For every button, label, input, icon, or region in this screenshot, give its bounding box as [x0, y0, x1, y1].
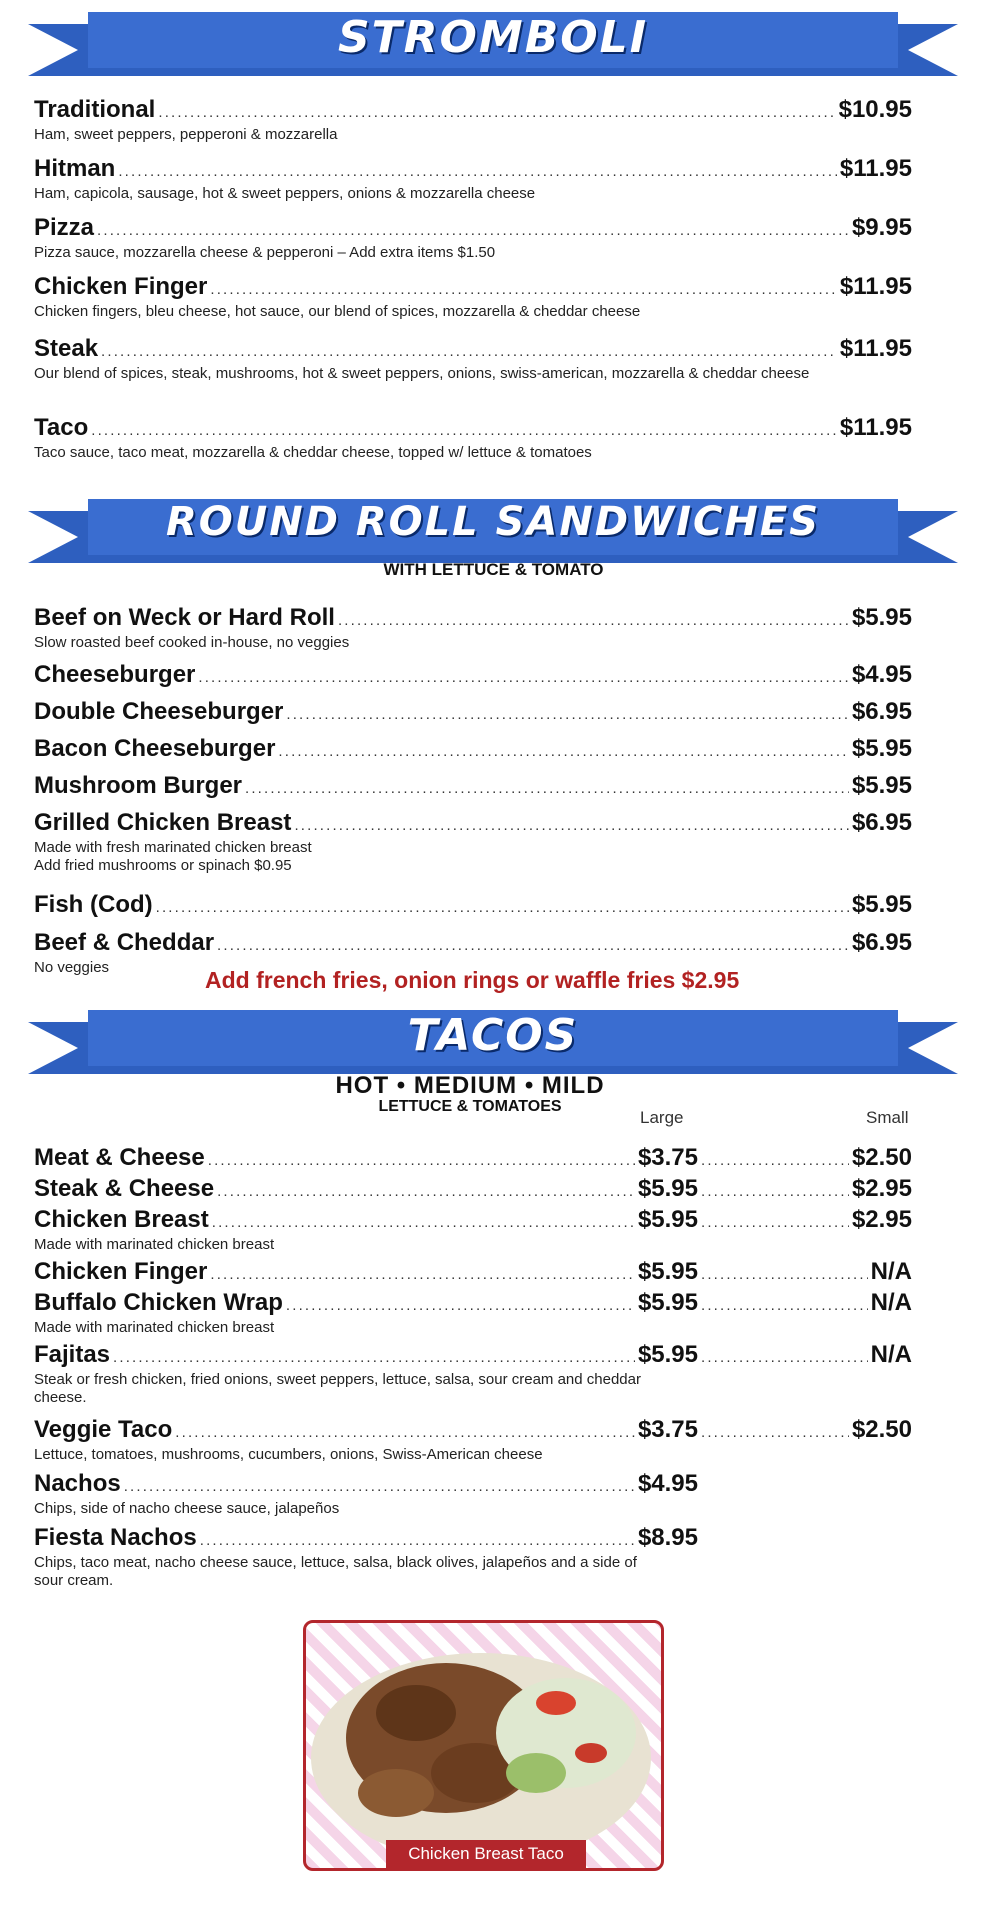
- menu-item: [34, 891, 912, 921]
- item-name: Grilled Chicken Breast: [34, 809, 292, 836]
- item-desc: Lettuce, tomatoes, mushrooms, cucumbers, onions, Swiss-American cheese: [34, 1446, 543, 1463]
- heat-levels: HOT • MEDIUM • MILD: [335, 1072, 605, 1099]
- item-price-small: $2.95: [851, 1175, 912, 1202]
- item-desc: Ham, capicola, sausage, hot & sweet peppers, onions & mozzarella cheese: [34, 185, 536, 202]
- item-desc: Made with fresh marinated chicken breast: [34, 839, 312, 856]
- item-price-large: $3.75: [637, 1416, 698, 1443]
- section-title: STROMBOLI: [337, 12, 649, 63]
- item-price-small: $2.50: [851, 1416, 912, 1443]
- item-desc: Chips, taco meat, nacho cheese sauce, lettuce, salsa, black olives, jalapeños and a side of sour cream.: [34, 1554, 637, 1589]
- menu-item: [34, 809, 912, 875]
- item-price-small: N/A: [870, 1341, 912, 1368]
- item-name: Hitman: [34, 155, 116, 182]
- menu-item: [34, 1206, 912, 1254]
- menu-item: [34, 273, 912, 321]
- item-desc: Taco sauce, taco meat, mozzarella & cheddar cheese, topped w/ lettuce & tomatoes: [34, 444, 592, 461]
- section-subtitle: WITH LETTUCE & TOMATO: [383, 560, 604, 579]
- section-subtitle: LETTUCE & TOMATOES: [378, 1098, 562, 1115]
- item-price: $4.95: [851, 661, 912, 688]
- item-name: Cheeseburger: [34, 661, 196, 688]
- menu-item: [34, 661, 912, 691]
- item-desc: Pizza sauce, mozzarella cheese & pepperoni – Add extra items $1.50: [34, 244, 496, 261]
- menu-item: [34, 1416, 912, 1464]
- item-name: Meat & Cheese: [34, 1144, 205, 1171]
- menu-item: [34, 1524, 912, 1590]
- item-price: $6.95: [851, 809, 912, 836]
- item-name: Bacon Cheeseburger: [34, 735, 276, 762]
- item-name: Steak: [34, 335, 99, 362]
- item-desc: Chips, side of nacho cheese sauce, jalapeños: [34, 1500, 340, 1517]
- item-desc: Steak or fresh chicken, fried onions, sweet peppers, lettuce, salsa, sour cream and cheddar cheese.: [34, 1371, 641, 1406]
- item-price: $5.95: [851, 604, 912, 631]
- item-price: $5.95: [851, 772, 912, 799]
- item-price-small: N/A: [870, 1289, 912, 1316]
- menu-item: [34, 1341, 912, 1407]
- item-name: Veggie Taco: [34, 1416, 173, 1443]
- menu-item: [34, 1289, 912, 1337]
- menu-item: [34, 735, 912, 765]
- photo-caption: Chicken Breast Taco: [386, 1840, 586, 1868]
- item-name: Fish (Cod): [34, 891, 153, 918]
- item-name: Beef on Weck or Hard Roll: [34, 604, 335, 631]
- menu-item: [34, 1258, 912, 1288]
- menu-item: [34, 698, 912, 728]
- item-price: $5.95: [851, 891, 912, 918]
- item-name: Chicken Finger: [34, 1258, 208, 1285]
- item-price: $11.95: [839, 155, 912, 182]
- item-price: $5.95: [851, 735, 912, 762]
- item-name: Beef & Cheddar: [34, 929, 215, 956]
- item-desc: Chicken fingers, bleu cheese, hot sauce, our blend of spices, mozzarella & cheddar cheese: [34, 303, 641, 320]
- item-price-large: $5.95: [637, 1341, 698, 1368]
- item-price-small: $2.50: [851, 1144, 912, 1171]
- menu-item: [34, 772, 912, 802]
- item-price-large: $5.95: [637, 1289, 698, 1316]
- section-title: ROUND ROLL SANDWICHES: [165, 499, 820, 545]
- item-desc: Made with marinated chicken breast: [34, 1236, 275, 1253]
- menu-item: [34, 414, 912, 462]
- item-desc: No veggies: [34, 959, 110, 976]
- item-name: Double Cheeseburger: [34, 698, 284, 725]
- item-desc: Made with marinated chicken breast: [34, 1319, 275, 1336]
- item-price: $6.95: [851, 929, 912, 956]
- item-name: Fajitas: [34, 1341, 111, 1368]
- item-name: Taco: [34, 414, 89, 441]
- item-name: Chicken Breast: [34, 1206, 209, 1233]
- menu-item: [34, 604, 912, 652]
- round-roll-banner: [28, 495, 958, 563]
- item-name: Traditional: [34, 96, 156, 123]
- tacos-banner: [28, 1006, 958, 1074]
- menu-item: [34, 1470, 912, 1518]
- item-name: Fiesta Nachos: [34, 1524, 197, 1551]
- item-price-small: N/A: [870, 1258, 912, 1285]
- menu-item: [34, 96, 912, 144]
- col-small-header: Small: [866, 1108, 909, 1127]
- item-price-large: $8.95: [637, 1524, 698, 1551]
- menu-item: [34, 1144, 912, 1174]
- item-desc: Add fried mushrooms or spinach $0.95: [34, 857, 292, 874]
- stromboli-banner: [28, 8, 958, 76]
- item-price: $11.95: [839, 335, 912, 362]
- item-price: $6.95: [851, 698, 912, 725]
- col-large-header: Large: [640, 1108, 684, 1127]
- item-desc: Slow roasted beef cooked in-house, no veggies: [34, 634, 350, 651]
- item-name: Mushroom Burger: [34, 772, 243, 799]
- item-desc: Our blend of spices, steak, mushrooms, hot & sweet peppers, onions, swiss-american, mozzarella & cheddar cheese: [34, 365, 810, 382]
- section-title: TACOS: [407, 1010, 579, 1061]
- item-name: Steak & Cheese: [34, 1175, 215, 1202]
- item-price: $11.95: [839, 273, 912, 300]
- menu-item: [34, 1175, 912, 1205]
- item-price: $9.95: [851, 214, 912, 241]
- menu-item: [34, 335, 912, 383]
- taco-photo: [303, 1620, 664, 1871]
- item-price-large: $5.95: [637, 1206, 698, 1233]
- item-price-large: $5.95: [637, 1175, 698, 1202]
- item-price-large: $3.75: [637, 1144, 698, 1171]
- item-price-large: $5.95: [637, 1258, 698, 1285]
- item-name: Pizza: [34, 214, 95, 241]
- item-price: $11.95: [839, 414, 912, 441]
- menu-item: [34, 214, 912, 262]
- item-name: Buffalo Chicken Wrap: [34, 1289, 283, 1316]
- item-price: $10.95: [838, 96, 912, 123]
- item-price-small: $2.95: [851, 1206, 912, 1233]
- menu-item: [34, 155, 912, 203]
- item-desc: Ham, sweet peppers, pepperoni & mozzarella: [34, 126, 338, 143]
- item-price-large: $4.95: [637, 1470, 698, 1497]
- item-name: Chicken Finger: [34, 273, 208, 300]
- item-name: Nachos: [34, 1470, 121, 1497]
- taco-illustration: [306, 1623, 661, 1868]
- side-addon-note: Add french fries, onion rings or waffle fries $2.95: [205, 967, 740, 993]
